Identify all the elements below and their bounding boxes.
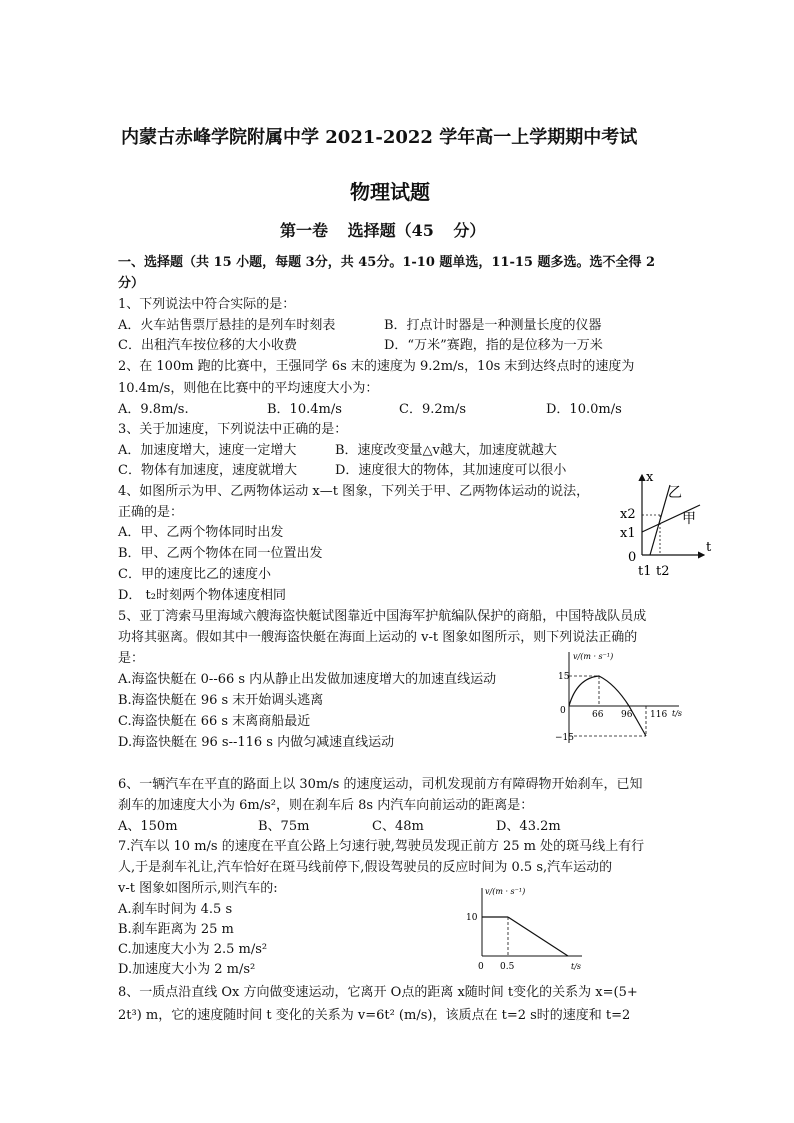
q4-option-c: C．甲的速度比乙的速度小 — [118, 567, 271, 582]
q4-label-yi: 乙 — [668, 485, 682, 501]
q4-label-jia: 甲 — [682, 511, 696, 527]
q3-stem: 3、关于加速度，下列说法中正确的是： — [118, 422, 348, 437]
q7-option-c: C.加速度大小为 2.5 m/s² — [118, 942, 268, 957]
q4-y-tick-x1: x1 — [620, 526, 636, 541]
q5-x-tick-116: 116 — [650, 710, 668, 720]
q2-stem-cont: 10.4m/s，则他在比赛中的平均速度大小为： — [118, 381, 379, 396]
q4-x-tick-t1: t1 — [638, 564, 652, 579]
q6-option-c: C、48m — [372, 819, 424, 834]
q5-stem-cont: 功将其驱离。假如其中一艘海盗快艇在海面上运动的 v-t 图象如图所示，则下列说法正确的 — [118, 630, 638, 645]
q7-braking-segment — [508, 917, 568, 956]
q5-y-tick-neg15: −15 — [555, 733, 574, 743]
q2-stem: 2、在 100m 跑的比赛中，王强同学 6s 末的速度为 9.2m/s，10s 末到达终点时的速度为 — [118, 359, 635, 374]
q5-option-b: B.海盗快艇在 96 s 末开始调头逃离 — [118, 693, 324, 708]
q1-option-a: A．火车站售票厅悬挂的是列车时刻表 — [118, 318, 336, 333]
section-instructions: 一、选择题（共 15 小题，每题 3分，共 45分。1-10 题单选，11-15 题多选。选不全得 2 — [118, 255, 656, 270]
q5-stem: 5、亚丁湾索马里海域六艘海盗快艇试图靠近中国海军护航编队保护的商船，中国特战队员成 — [118, 609, 647, 624]
q5-vt-graph — [555, 648, 685, 748]
q5-stem-cont2: 是： — [118, 651, 145, 666]
q1-option-d: D．“万米”赛跑，指的是位移为一万米 — [384, 338, 603, 353]
q3-option-b: B．速度改变量△v越大，加速度就越大 — [335, 443, 557, 458]
q3-option-a: A．加速度增大，速度一定增大 — [118, 443, 297, 458]
q2-option-d: D．10.0m/s — [546, 402, 622, 417]
q4-option-a: A．甲、乙两个物体同时出发 — [118, 525, 284, 540]
q2-option-b: B．10.4m/s — [267, 402, 342, 417]
section-instructions-cont: 分） — [118, 276, 145, 291]
q5-y-tick-0: 0 — [560, 706, 566, 716]
part-title: 第一卷 选择题（45 分） — [280, 221, 486, 240]
q4-y-tick-x2: x2 — [620, 507, 636, 522]
q7-vt-graph — [464, 882, 594, 974]
q7-option-d: D.加速度大小为 2 m/s² — [118, 962, 256, 977]
q5-x-axis-label: t/s — [672, 709, 683, 718]
q7-option-b: B.刹车距离为 25 m — [118, 922, 234, 937]
q6-option-a: A、150m — [118, 819, 178, 834]
q1-stem: 1、下列说法中符合实际的是： — [118, 297, 296, 312]
q5-y-axis-label: v/(m · s⁻¹) — [573, 652, 614, 661]
q6-option-d: D、43.2m — [496, 819, 561, 834]
q7-y-axis-label: v/(m · s⁻¹) — [485, 887, 526, 896]
q2-option-a: A．9.8m/s. — [118, 402, 189, 417]
q4-stem: 4、如图所示为甲、乙两物体运动 x—t 图象，下列关于甲、乙两物体运动的说法， — [118, 484, 590, 499]
q5-option-c: C.海盗快艇在 66 s 末离商船最近 — [118, 714, 311, 729]
q6-option-b: B、75m — [258, 819, 310, 834]
q5-option-a: A.海盗快艇在 0--66 s 内从静止出发做加速度增大的加速直线运动 — [118, 672, 497, 687]
q4-origin-label: 0 — [628, 550, 637, 565]
q5-y-tick-15: 15 — [558, 672, 570, 682]
q3-option-d: D．速度很大的物体，其加速度可以很小 — [335, 463, 567, 478]
q6-stem: 6、一辆汽车在平直的路面上以 30m/s 的速度运动，司机发现前方有障碍物开始刹车，已知 — [118, 777, 643, 792]
q5-option-d: D.海盗快艇在 96 s--116 s 内做匀减速直线运动 — [118, 735, 395, 750]
q1-option-c: C．出租汽车按位移的大小收费 — [118, 338, 297, 353]
q8-stem-cont: 2t³) m，它的速度随时间 t 变化的关系为 v=6t² (m/s)，该质点在 t=2 s时的速度和 t=2 — [118, 1008, 631, 1023]
q7-x-tick-05: 0.5 — [500, 962, 515, 972]
q4-x-axis-label: t — [706, 540, 712, 555]
q5-x-tick-66: 66 — [592, 710, 604, 720]
q7-x-axis-label: t/s — [571, 962, 582, 971]
q3-option-c: C．物体有加速度，速度就增大 — [118, 463, 297, 478]
q6-stem-cont: 刹车的加速度大小为 6m/s²，则在刹车后 8s 内汽车向前运动的距离是： — [118, 798, 534, 813]
exam-title: 内蒙古赤峰学院附属中学 2021-2022 学年高一上学期期中考试 — [121, 127, 638, 148]
q2-option-c: C．9.2m/s — [399, 402, 466, 417]
q4-x-tick-t2: t2 — [656, 564, 670, 579]
q7-stem-cont: 人,于是刹车礼让,汽车恰好在斑马线前停下,假设驾驶员的反应时间为 0.5 s,汽车运动的 — [118, 860, 613, 875]
q4-y-axis-label: x — [646, 470, 654, 485]
q8-stem: 8、一质点沿直线 Ox 方向做变速运动，它离开 O点的距离 x随时间 t变化的关系为 x=(5+ — [118, 985, 638, 1000]
q7-y-tick-10: 10 — [466, 913, 478, 923]
q7-x-tick-0: 0 — [478, 962, 484, 972]
q4-option-b: B．甲、乙两个物体在同一位置出发 — [118, 546, 323, 561]
q4-option-d: D． t₂时刻两个物体速度相同 — [118, 588, 286, 603]
q7-option-a: A.刹车时间为 4.5 s — [118, 902, 233, 917]
q4-xt-graph — [612, 465, 722, 580]
q7-stem-cont2: v-t 图象如图所示,则汽车的: — [118, 881, 278, 896]
q7-stem: 7.汽车以 10 m/s 的速度在平直公路上匀速行驶,驾驶员发现正前方 25 m 处的斑马线上有行 — [118, 839, 645, 854]
subject-title: 物理试题 — [350, 180, 430, 204]
q1-option-b: B．打点计时器是一种测量长度的仪器 — [384, 318, 602, 333]
q5-x-tick-96: 96 — [621, 710, 633, 720]
q4-stem-cont: 正确的是： — [118, 505, 184, 520]
